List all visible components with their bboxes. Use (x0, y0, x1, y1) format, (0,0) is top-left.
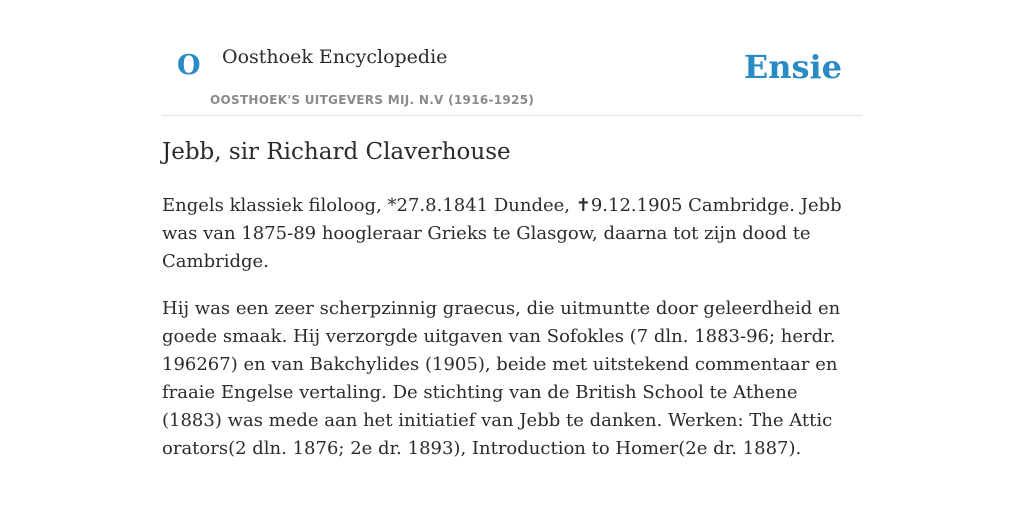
source-title-link[interactable]: Oosthoek Encyclopedie (222, 46, 448, 68)
entry-paragraph: Engels klassiek filoloog, *27.8.1841 Dundee, ✝9.12.1905 Cambridge. Jebb was van 1875-89 hoogleraar Grieks te Glasgow, daarna tot zijn dood te Cambridge. (162, 195, 842, 272)
entry-title: Jebb, sir Richard Claverhouse (162, 139, 511, 165)
entry-paragraph: Hij was een zeer scherpzinnig graecus, die uitmuntte door geleerdheid en goede smaak. Hij verzorgde uitgaven van Sofokles (7 dln. 1883-96; herdr. 196267) en van Bakchylides (1905), beide met uitstekend commentaar en fraaie Engelse vertaling. De stichting van de British School te Athene (1883) was mede aan het initiatief van Jebb te danken. Werken: The Attic orators(2 dln. 1876; 2e dr. 1893), Introduction to Homer(2e dr. 1887). (162, 298, 841, 459)
source-header (162, 36, 862, 116)
entry-card (162, 36, 862, 459)
publisher-label: OOSTHOEK'S UITGEVERS MIJ. N.V (1916-1925) (210, 93, 535, 107)
ensie-logo-link[interactable]: Ensie (743, 48, 842, 86)
source-logo[interactable]: O (177, 50, 201, 81)
entry-body (162, 192, 862, 482)
